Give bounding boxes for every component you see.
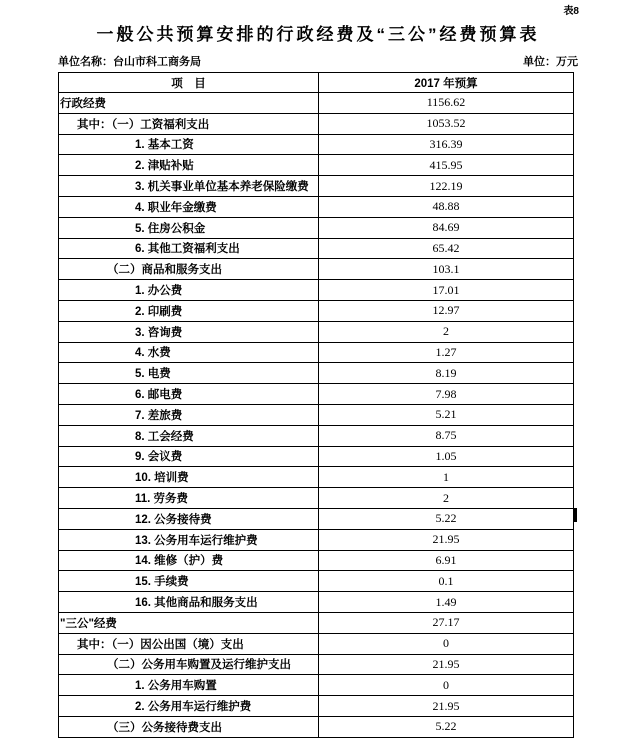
- table-header-row: [59, 73, 574, 93]
- item-label: 2. 津贴补贴: [59, 155, 319, 176]
- table-row: [59, 716, 574, 737]
- item-label: （三）公务接待费支出: [59, 716, 319, 737]
- item-label: 7. 差旅费: [59, 404, 319, 425]
- item-label: 行政经费: [59, 93, 319, 114]
- item-label: 10. 培训费: [59, 467, 319, 488]
- item-value: 1156.62: [319, 93, 574, 114]
- table-row: [59, 259, 574, 280]
- table-row: [59, 113, 574, 134]
- table-row: [59, 155, 574, 176]
- table-row: [59, 342, 574, 363]
- item-label: 5. 住房公积金: [59, 217, 319, 238]
- table-row: [59, 176, 574, 197]
- item-value: 17.01: [319, 280, 574, 301]
- item-value: 21.95: [319, 696, 574, 717]
- table-row: [59, 633, 574, 654]
- table-row: [59, 425, 574, 446]
- item-label: （二）公务用车购置及运行维护支出: [59, 654, 319, 675]
- item-label: 15. 手续费: [59, 571, 319, 592]
- item-value: 21.95: [319, 529, 574, 550]
- item-value: 1.49: [319, 592, 574, 613]
- item-label: 4. 职业年金缴费: [59, 196, 319, 217]
- column-header-item: 项 目: [59, 73, 319, 93]
- item-value: 8.19: [319, 363, 574, 384]
- item-label: 14. 维修（护）费: [59, 550, 319, 571]
- table-row: [59, 363, 574, 384]
- item-value: 316.39: [319, 134, 574, 155]
- table-row: [59, 300, 574, 321]
- table-row: [59, 696, 574, 717]
- item-value: 65.42: [319, 238, 574, 259]
- item-label: 1. 办公费: [59, 280, 319, 301]
- item-label: 11. 劳务费: [59, 488, 319, 509]
- table-row: [59, 467, 574, 488]
- item-label: 5. 电费: [59, 363, 319, 384]
- table-row: [59, 571, 574, 592]
- item-label: 3. 机关事业单位基本养老保险缴费: [59, 176, 319, 197]
- table-row: [59, 488, 574, 509]
- table-row: [59, 508, 574, 529]
- table-row: [59, 404, 574, 425]
- item-label: 1. 公务用车购置: [59, 675, 319, 696]
- table-row: [59, 93, 574, 114]
- item-value: 1.27: [319, 342, 574, 363]
- item-label: 16. 其他商品和服务支出: [59, 592, 319, 613]
- table-row: [59, 529, 574, 550]
- item-label: （二）商品和服务支出: [59, 259, 319, 280]
- item-value: 6.91: [319, 550, 574, 571]
- item-label: 8. 工会经费: [59, 425, 319, 446]
- item-value: 5.22: [319, 508, 574, 529]
- table-row: [59, 550, 574, 571]
- item-value: 122.19: [319, 176, 574, 197]
- item-label: 其中：（一）因公出国（境）支出: [59, 633, 319, 654]
- item-value: 2: [319, 321, 574, 342]
- table-row: [59, 592, 574, 613]
- item-value: 2: [319, 488, 574, 509]
- item-value: 8.75: [319, 425, 574, 446]
- table-row: [59, 238, 574, 259]
- table-row: [59, 196, 574, 217]
- item-value: 103.1: [319, 259, 574, 280]
- item-value: 1.05: [319, 446, 574, 467]
- item-label: 6. 其他工资福利支出: [59, 238, 319, 259]
- table-row: [59, 446, 574, 467]
- item-value: 1053.52: [319, 113, 574, 134]
- item-value: 5.22: [319, 716, 574, 737]
- table-row: [59, 134, 574, 155]
- table-row: [59, 280, 574, 301]
- item-label: 2. 印刷费: [59, 300, 319, 321]
- item-value: 12.97: [319, 300, 574, 321]
- item-value: 415.95: [319, 155, 574, 176]
- item-label: "三公"经费: [59, 612, 319, 633]
- item-label: 6. 邮电费: [59, 384, 319, 405]
- item-value: 7.98: [319, 384, 574, 405]
- item-label: 1. 基本工资: [59, 134, 319, 155]
- item-value: 27.17: [319, 612, 574, 633]
- item-value: 0: [319, 675, 574, 696]
- item-value: 21.95: [319, 654, 574, 675]
- budget-table-body: [59, 93, 574, 738]
- item-label: 3. 咨询费: [59, 321, 319, 342]
- table-row: [59, 612, 574, 633]
- item-label: 2. 公务用车运行维护费: [59, 696, 319, 717]
- item-label: 9. 会议费: [59, 446, 319, 467]
- column-header-budget-2017: 2017 年预算: [319, 73, 574, 93]
- item-value: 0.1: [319, 571, 574, 592]
- table-row: [59, 675, 574, 696]
- form-number-label: 表8: [563, 6, 579, 17]
- table-row: [59, 654, 574, 675]
- item-label: 13. 公务用车运行维护费: [59, 529, 319, 550]
- unit-name-label: 单位名称：台山市科工商务局: [58, 56, 201, 68]
- item-label: 4. 水费: [59, 342, 319, 363]
- item-value: 1: [319, 467, 574, 488]
- currency-unit-label: 单位：万元: [523, 56, 578, 68]
- item-label: 其中：（一）工资福利支出: [59, 113, 319, 134]
- table-row: [59, 321, 574, 342]
- budget-table: [58, 72, 574, 738]
- table-row: [59, 384, 574, 405]
- table-row: [59, 217, 574, 238]
- text-caret-artifact: [573, 508, 577, 522]
- item-value: 48.88: [319, 196, 574, 217]
- item-value: 5.21: [319, 404, 574, 425]
- page-title: 一般公共预算安排的行政经费及“三公”经费预算表: [96, 25, 540, 44]
- item-value: 0: [319, 633, 574, 654]
- item-label: 12. 公务接待费: [59, 508, 319, 529]
- item-value: 84.69: [319, 217, 574, 238]
